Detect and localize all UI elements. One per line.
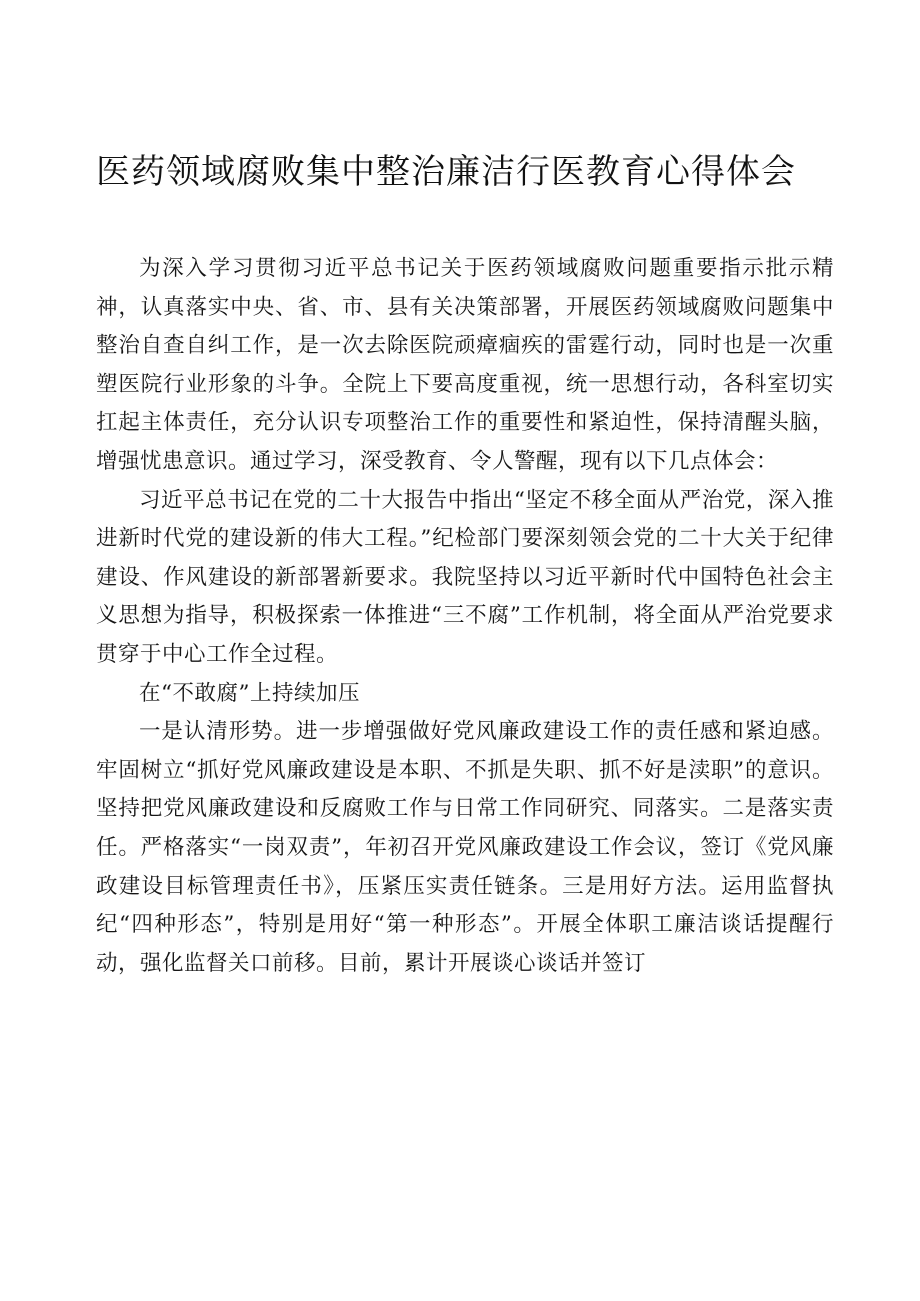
paragraph-intro: 为深入学习贯彻习近平总书记关于医药领域腐败问题重要指示批示精神，认真落实中央、省、市、县有关决策部署，开展医药领域腐败问题集中整治自查自纠工作，是一次去除医院顽瘴痼疾的雷霆行动，同时也是一次重塑医院行业形象的斗争。全院上下要高度重视，统一思想行动，各科室切实扛起主体责任，充分认识专项整治工作的重要性和紧迫性，保持清醒头脑，增强忧患意识。通过学习，深受教育、令人警醒，现有以下几点体会：: [96, 256, 834, 474]
paragraph-measures: 一是认清形势。进一步增强做好党风廉政建设工作的责任感和紧迫感。牢固树立“抓好党风廉政建设是本职、不抓是失职、抓不好是渎职”的意识。坚持把党风廉政建设和反腐败工作与日常工作同研究、同落实。二是落实责任。严格落实“一岗双责”，年初召开党风廉政建设工作会议，签订《党风廉政建设目标管理责任书》，压紧压实责任链条。三是用好方法。运用监督执纪“四种形态”，特别是用好“第一种形态”。开展全体职工廉洁谈话提醒行动，强化监督关口前移。目前，累计开展谈心谈话并签订: [96, 719, 834, 976]
paragraph-party-congress: 习近平总书记在党的二十大报告中指出“坚定不移全面从严治党，深入推进新时代党的建设新的伟大工程。”纪检部门要深刻领会党的二十大关于纪律建设、作风建设的新部署新要求。我院坚持以习近平新时代中国特色社会主义思想为指导，积极探索一体推进“三不腐”工作机制，将全面从严治党要求贯穿于中心工作全过程。: [96, 487, 834, 667]
document-body: [96, 250, 834, 983]
section-heading: 在“不敢腐”上持续加压: [139, 680, 360, 706]
document-title: 医药领域腐败集中整治廉洁行医教育心得体会: [96, 152, 796, 192]
